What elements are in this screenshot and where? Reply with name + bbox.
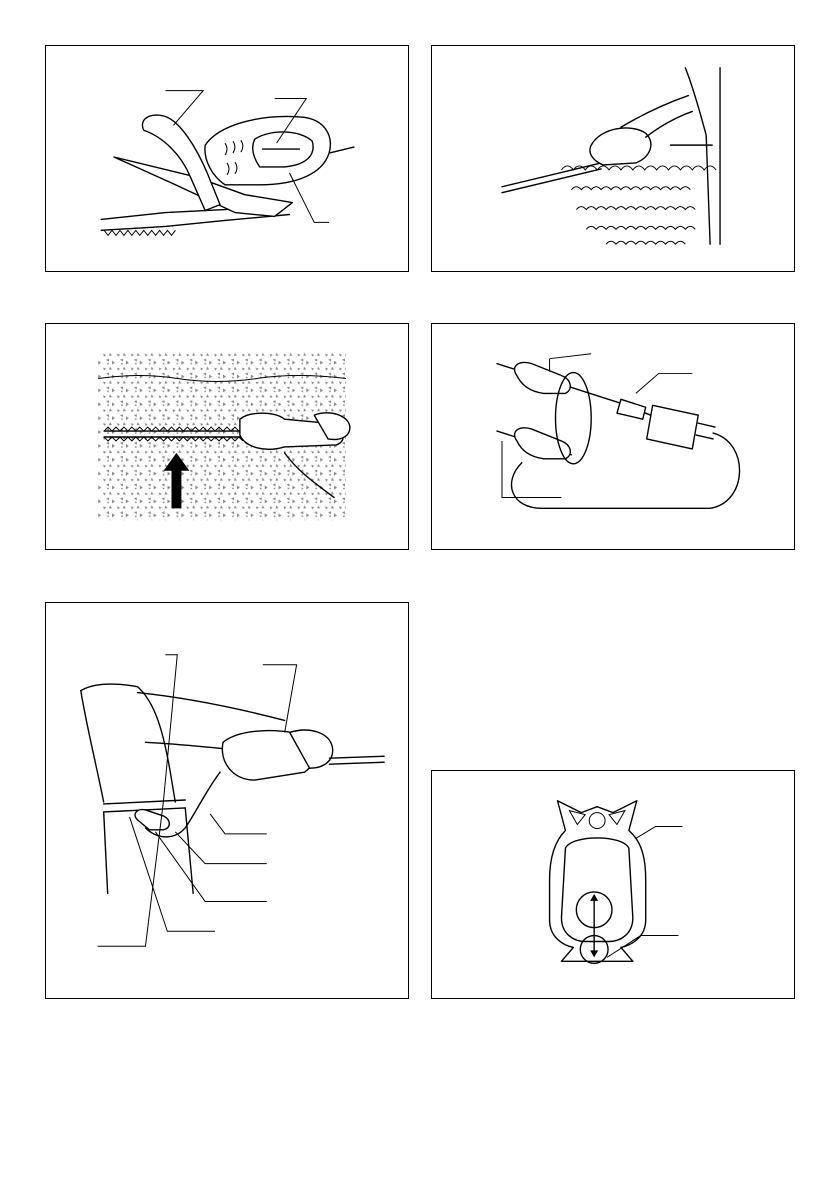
cord-hook-plug-illustration: [432, 324, 794, 549]
trimming-hedge-top-illustration: [432, 46, 794, 271]
figure-trimming-hedge-side: [45, 323, 409, 550]
figure-hedge-trimmer-guard: [45, 45, 409, 272]
cord-on-belt-illustration: [46, 603, 408, 998]
extension-plug: [647, 405, 699, 449]
hedge-foliage: [561, 166, 716, 244]
cord-hook-upper: [515, 362, 571, 393]
blade-teeth: [104, 230, 175, 235]
figure-cord-on-belt: [45, 602, 409, 999]
blade-cover-hanger-illustration: [432, 771, 794, 998]
trimming-hedge-side-illustration: [46, 324, 408, 549]
figure-cord-hook-plug: [431, 323, 795, 550]
figure-blade-cover-hanger: [431, 770, 795, 999]
figure-trimming-hedge-top: [431, 45, 795, 272]
hedge-trimmer-guard-illustration: [46, 46, 408, 271]
